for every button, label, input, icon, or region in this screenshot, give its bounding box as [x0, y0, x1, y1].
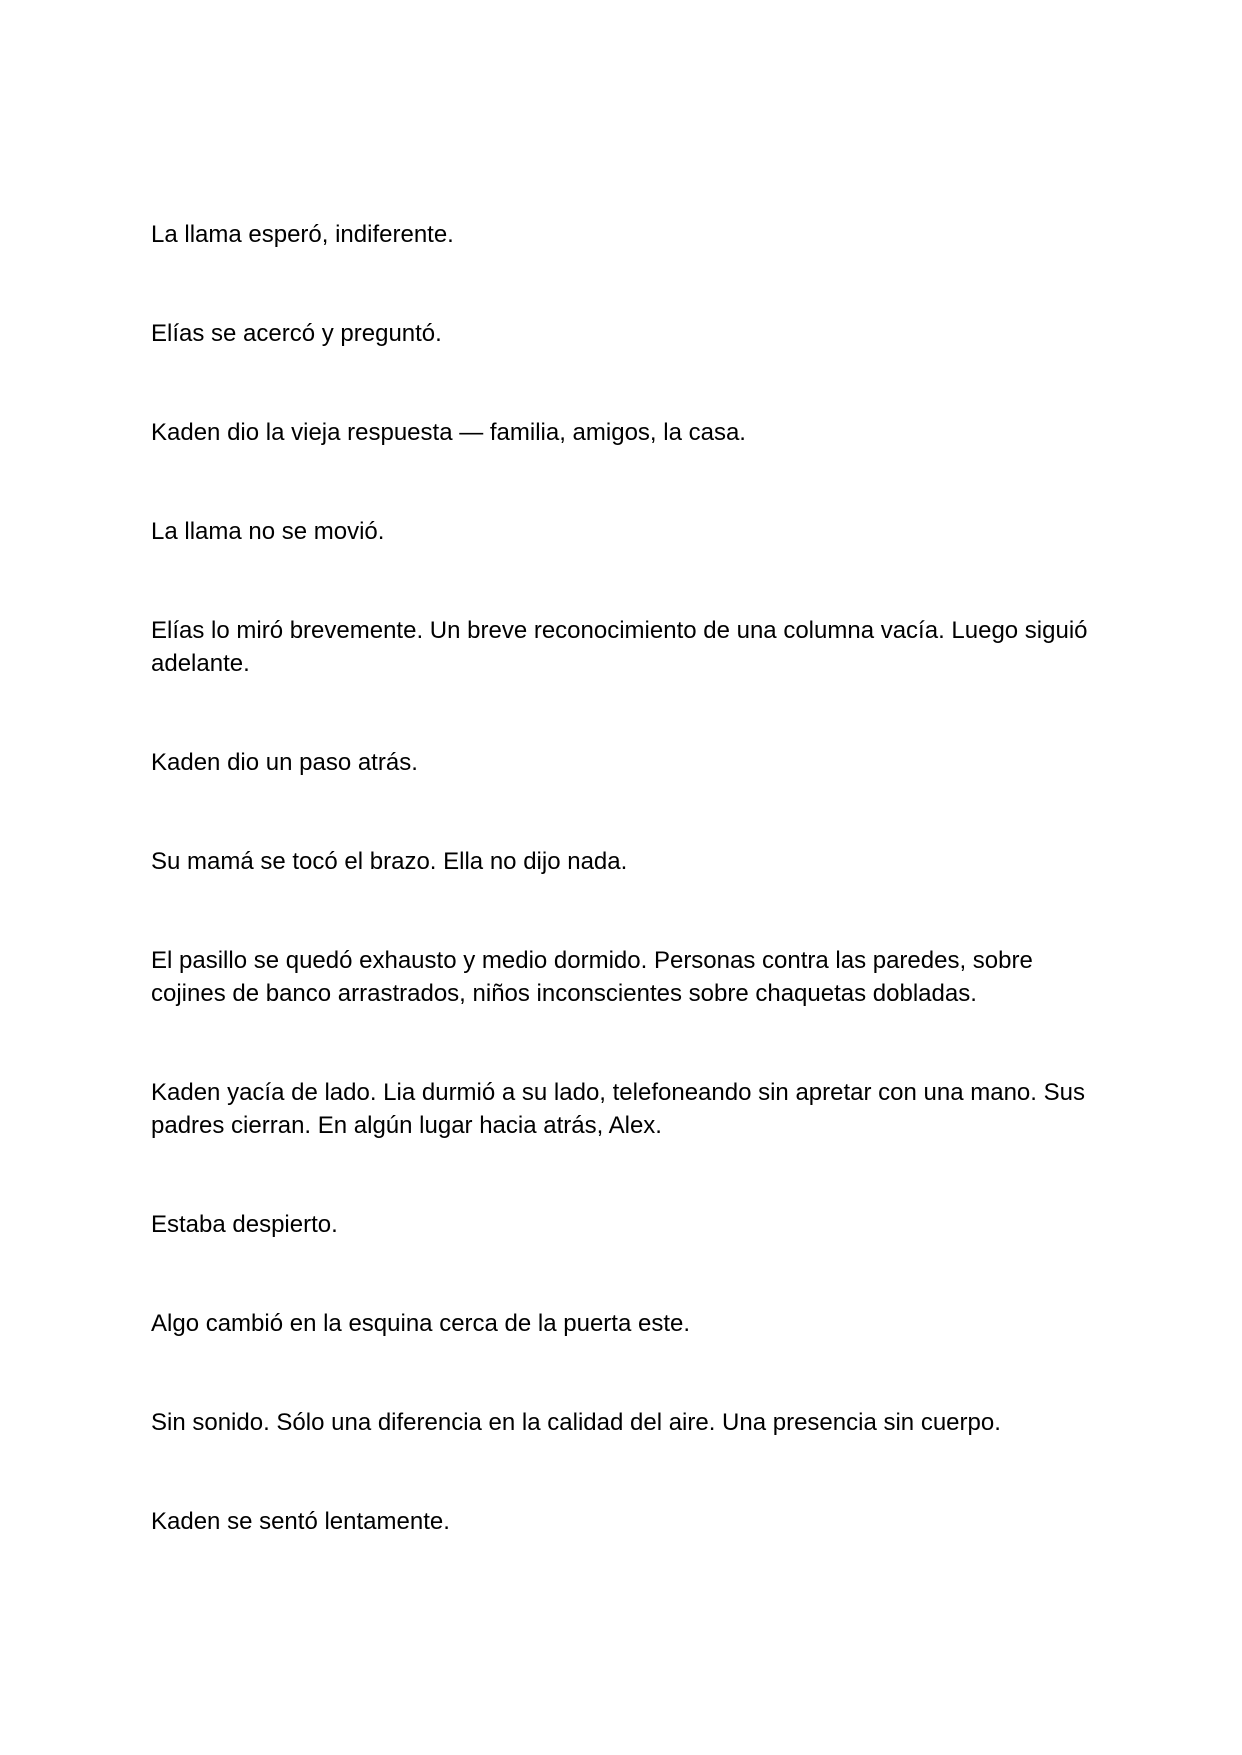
paragraph-10: Estaba despierto. — [151, 1211, 338, 1238]
paragraph-2: Elías se acercó y preguntó. — [151, 320, 442, 347]
paragraph-8: El pasillo se quedó exhausto y medio dormido. Personas contra las paredes, sobre cojines de banco arrastrados, niños inconscientes sobre chaquetas dobladas. — [151, 947, 1033, 1007]
paragraph-11: Algo cambió en la esquina cerca de la puerta este. — [151, 1310, 691, 1337]
paragraph-3: Kaden dio la vieja respuesta — familia, amigos, la casa. — [151, 419, 746, 446]
paragraph-1: La llama esperó, indiferente. — [151, 221, 454, 248]
paragraph-4: La llama no se movió. — [151, 518, 385, 545]
paragraph-7: Su mamá se tocó el brazo. Ella no dijo nada. — [151, 848, 628, 875]
paragraph-13: Kaden se sentó lentamente. — [151, 1508, 450, 1535]
paragraph-5: Elías lo miró brevemente. Un breve reconocimiento de una columna vacía. Luego siguió adelante. — [151, 617, 1088, 677]
paragraph-6: Kaden dio un paso atrás. — [151, 749, 418, 776]
paragraph-12: Sin sonido. Sólo una diferencia en la calidad del aire. Una presencia sin cuerpo. — [151, 1409, 1001, 1436]
paragraph-9: Kaden yacía de lado. Lia durmió a su lado, telefoneando sin apretar con una mano. Sus padres cierran. En algún lugar hacia atrás, Alex. — [151, 1079, 1085, 1139]
